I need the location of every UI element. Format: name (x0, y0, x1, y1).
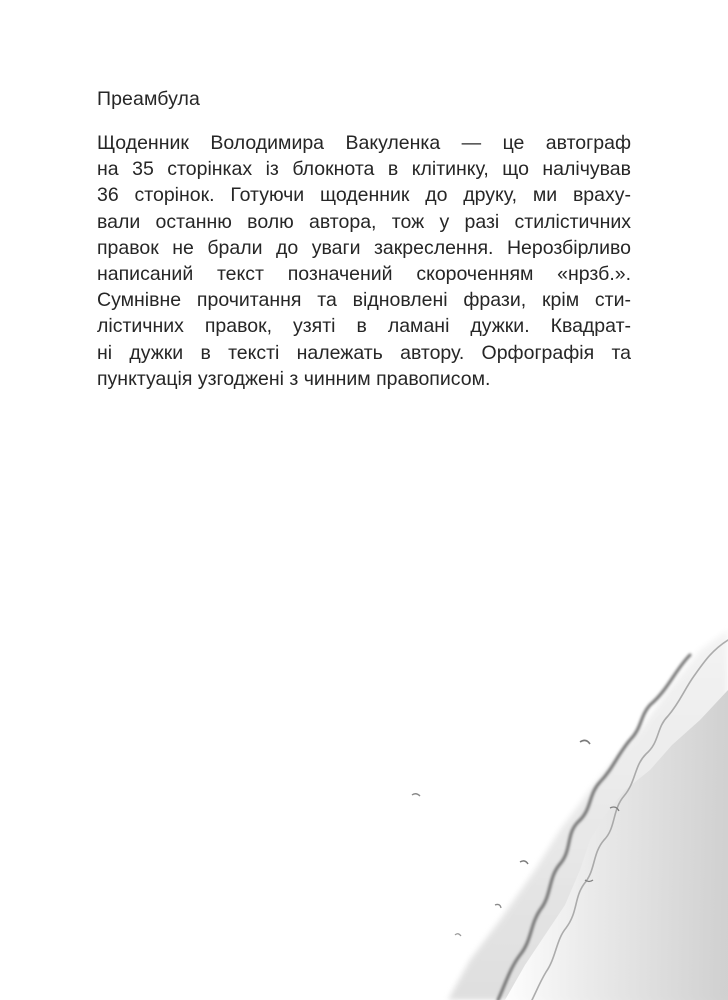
paper-dark-area (505, 690, 728, 1000)
paper-fiber (455, 934, 461, 936)
paragraph-line: 36 сторінок. Готуючи щоденник до друку, ми враху- (97, 184, 631, 207)
paper-fiber (412, 794, 420, 796)
paragraph-line: вали останню волю автора, тож у разі стилістичних (97, 210, 631, 233)
paragraph-line: правок не брали до уваги закреслення. Нерозбірливо (97, 236, 631, 259)
paragraph-line: Сумнівне прочитання та відновлені фрази, крім сти- (97, 289, 631, 312)
paragraph-line: Щоденник Володимира Вакуленка — це автограф (97, 132, 631, 154)
paper-fiber (495, 904, 501, 908)
paragraph-line: пунктуація узгоджені з чинним правописом. (97, 367, 491, 390)
paragraph-line: лістичних правок, узяті в ламані дужки. Квадрат- (97, 315, 631, 338)
paragraph-line: написаний текст позначений скороченням «нрзб.». (97, 263, 631, 286)
section-heading: Преамбула (97, 88, 200, 110)
paper-fiber (520, 861, 528, 864)
paragraph-line: на 35 сторінках із блокнота в клітинку, що налічував (97, 158, 631, 181)
paragraph-line: ні дужки в тексті належать автору. Орфографія та (97, 341, 631, 364)
paper-fiber (580, 740, 590, 744)
